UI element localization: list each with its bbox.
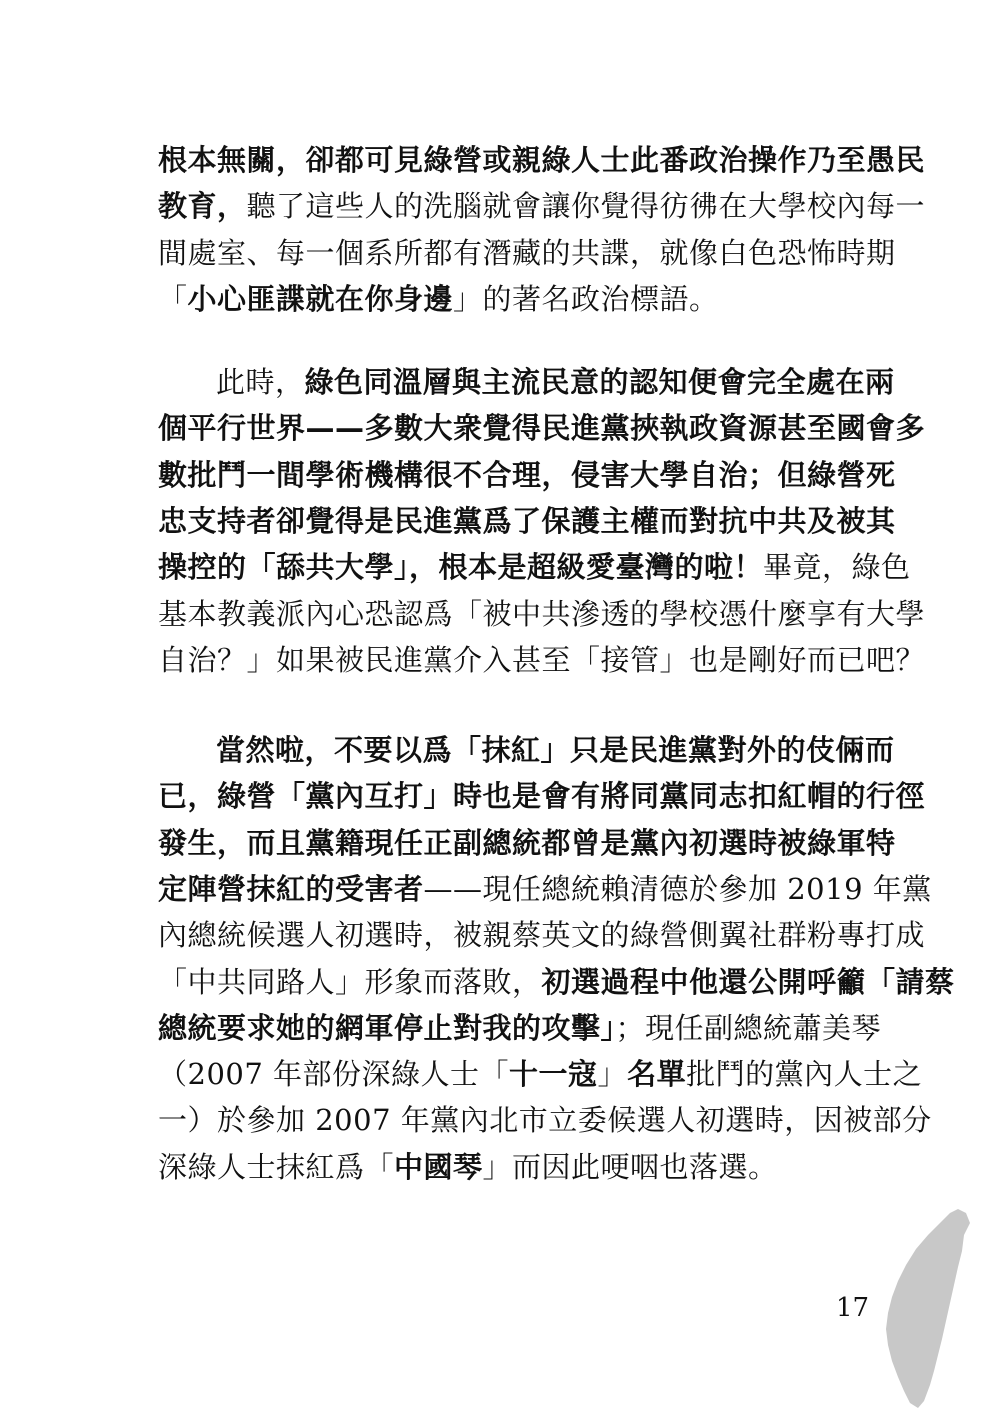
- paragraph-2-line-4: [158, 501, 896, 541]
- bold-text: 忠支持者卻覺得是民進黨爲了保護主權而對抗中共及被其: [158, 503, 896, 538]
- bold-text: 總統要求她的網軍停止對我的攻擊」: [158, 1010, 616, 1045]
- paragraph-2-line-1: [158, 362, 895, 402]
- bold-text: 當然啦，不要以爲「抹紅」只是民進黨對外的伎倆而: [216, 733, 895, 767]
- paragraph-3-line-9: [158, 1100, 932, 1140]
- bold-text: 中國琴: [394, 1149, 483, 1184]
- body-text: 基本教義派內心恐認爲「被中共滲透的學校憑什麼享有大學: [158, 596, 926, 631]
- body-text: （2007 年部份深綠人士「: [158, 1057, 510, 1092]
- paragraph-3-line-2: [158, 776, 926, 816]
- paragraph-3-line-8: [158, 1054, 923, 1094]
- bold-text: 根本無關，卻都可見綠營或親綠人士此番政治操作乃至愚民: [158, 143, 926, 177]
- body-text: 「: [158, 281, 188, 316]
- paragraph-2-line-7: [158, 640, 926, 680]
- body-text: 」: [597, 1057, 628, 1092]
- body-text: 」而因此哽咽也落選。: [482, 1149, 778, 1184]
- body-text: 深綠人士抹紅爲「: [158, 1149, 395, 1184]
- body-text: 「中共同路人」形象而落敗，: [158, 964, 542, 999]
- bold-text: 初選過程中他還公開呼籲「請蔡: [541, 964, 955, 999]
- paragraph-2-line-6: [158, 594, 926, 634]
- bold-text: 名單: [627, 1057, 687, 1092]
- paragraph-1-line-1: [158, 140, 926, 180]
- taiwan-map-shape: [886, 1209, 970, 1408]
- bold-text: 發生，而且黨籍現任正副總統都曾是黨內初選時被綠軍特: [158, 825, 896, 860]
- body-text: 聽了這些人的洗腦就會讓你覺得彷彿在大學校內每一: [246, 189, 926, 224]
- body-text: 內總統候選人初選時，被親蔡英文的綠營側翼社群粉專打成: [158, 918, 926, 953]
- body-text: 此時，: [216, 365, 305, 399]
- body-text: 間處室、每一個系所都有潛藏的共諜，就像白色恐怖時期: [158, 235, 896, 270]
- taiwan-map-icon: [880, 1205, 975, 1410]
- bold-text: 綠色同溫層與主流民意的認知便會完全處在兩: [304, 365, 895, 399]
- body-text: 一）於參加 2007 年黨內北市立委候選人初選時，因被部分: [158, 1103, 932, 1138]
- paragraph-3-line-7: [158, 1008, 882, 1048]
- bold-text: 個平行世界——多數大衆覺得民進黨挾執政資源甚至國會多: [158, 411, 926, 446]
- paragraph-1-line-2: [158, 186, 926, 226]
- bold-text: 十一寇: [509, 1057, 598, 1092]
- body-text: 畢竟，綠色: [763, 550, 911, 585]
- bold-text: 已，綠營「黨內互打」時也是會有將同黨同志扣紅帽的行徑: [158, 779, 926, 814]
- body-text: 」的著名政治標語。: [453, 281, 719, 316]
- body-text: 自治？」如果被民進黨介入甚至「接管」也是剛好而已吧？: [158, 642, 926, 677]
- paragraph-2-line-5: [158, 547, 911, 587]
- paragraph-3-line-5: [158, 915, 926, 955]
- paragraph-3-line-3: [158, 823, 896, 863]
- paragraph-1-line-3: [158, 233, 896, 273]
- body-text: ——現任總統賴清德於參加 2019 年黨: [423, 871, 932, 906]
- paragraph-2-line-3: [158, 455, 896, 495]
- body-text: 批鬥的黨內人士之: [686, 1057, 923, 1092]
- paragraph-2-line-2: [158, 408, 926, 448]
- paragraph-3-line-10: [158, 1147, 868, 1187]
- bold-text: 數批鬥一間學術機構很不合理，侵害大學自治；但綠營死: [158, 457, 896, 492]
- bold-text: 教育，: [158, 189, 247, 224]
- body-text: ；現任副總統蕭美琴: [615, 1010, 882, 1045]
- bold-text: 操控的「舔共大學」，根本是超級愛臺灣的啦！: [158, 550, 764, 585]
- paragraph-1-line-4: [158, 279, 868, 319]
- paragraph-3-line-6: [158, 962, 955, 1002]
- bold-text: 小心匪諜就在你身邊: [187, 281, 454, 316]
- page-number: 17: [836, 1293, 870, 1323]
- paragraph-3-line-1: [158, 730, 895, 770]
- paragraph-3-line-4: [158, 869, 932, 909]
- bold-text: 定陣營抹紅的受害者: [158, 871, 424, 906]
